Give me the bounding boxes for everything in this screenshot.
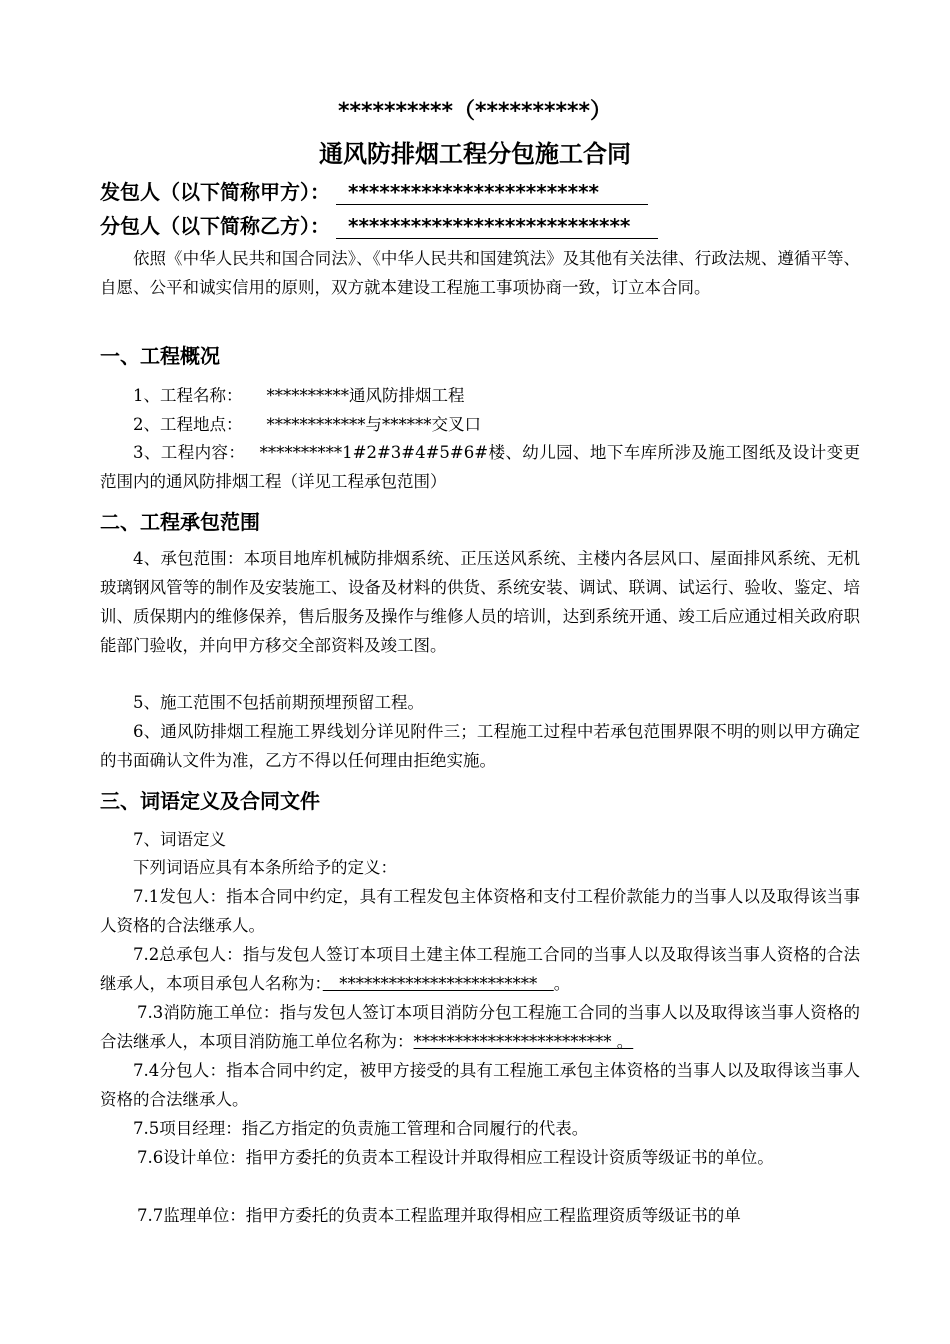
definition-7-4: 7.4分包人：指本合同中约定，被甲方接受的具有工程施工承包主体资格的当事人以及取得该当事人资格的合法继承人。 xyxy=(100,1061,860,1109)
section-2-heading: 二、工程承包范围 xyxy=(100,510,260,534)
definition-7-1: 7.1发包人：指本合同中约定，具有工程发包主体资格和支付工程价款能力的当事人以及取得该当事人资格的合法继承人。 xyxy=(100,887,860,935)
party-a-value: ************************ xyxy=(336,180,648,205)
item-6: 6、通风防排烟工程施工界线划分详见附件三；工程施工过程中若承包范围界限不明的则以甲方确定的书面确认文件为准，乙方不得以任何理由拒绝实施。 xyxy=(100,722,860,770)
party-b-label: 分包人（以下简称乙方）： xyxy=(100,214,330,238)
definition-7-7: 7.7监理单位：指甲方委托的负责本工程监理并取得相应工程监理资质等级证书的单 xyxy=(137,1206,741,1225)
doc-title: 通风防排烟工程分包施工合同 xyxy=(319,140,631,168)
definitions-intro: 下列词语应具有本条所给予的定义： xyxy=(133,858,397,877)
item-2-label: 2、工程地点： xyxy=(133,415,243,434)
item-1-label: 1、工程名称： xyxy=(133,386,243,405)
item-2-value: ************与******交叉口 xyxy=(266,415,481,434)
item-7: 7、词语定义 xyxy=(133,830,226,849)
party-b-value: *************************** xyxy=(336,214,658,239)
section-3-heading: 三、词语定义及合同文件 xyxy=(100,789,320,813)
item-1-value: **********通风防排烟工程 xyxy=(266,386,465,405)
party-b-row xyxy=(100,210,658,239)
item-3: 3、工程内容： **********1#2#3#4#5#6#楼、幼儿园、地下车库所涉及施工图纸及设计变更范围内的通风防排烟工程（详见工程承包范围） xyxy=(100,443,860,491)
party-a-label: 发包人（以下简称甲方）： xyxy=(100,180,330,204)
definition-7-5: 7.5项目经理：指乙方指定的负责施工管理和合同履行的代表。 xyxy=(133,1119,589,1138)
definition-7-6: 7.6设计单位：指甲方委托的负责本工程设计并取得相应工程设计资质等级证书的单位。 xyxy=(137,1148,774,1167)
item-4: 4、承包范围：本项目地库机械防排烟系统、正压送风系统、主楼内各层风口、屋面排风系统、无机玻璃钢风管等的制作及安装施工、设备及材料的供货、系统安装、调试、联调、试运行、验收、鉴定、培训、质保期内的维修保养，售后服务及操作与维修人员的培训，达到系统开通、竣工后应通过相关政府职能部门验收，并向甲方移交全部资料及竣工图。 xyxy=(100,549,860,655)
item-2 xyxy=(100,410,893,439)
party-a-row xyxy=(100,176,648,205)
definition-7-2-end: 。 xyxy=(553,974,571,993)
intro-paragraph: 依照《中华人民共和国合同法》、《中华人民共和国建筑法》及其他有关法律、行政法规、遵循平等、自愿、公平和诚实信用的原则，双方就本建设工程施工事项协商一致，订立本合同。 xyxy=(100,249,860,297)
section-1-heading: 一、工程概况 xyxy=(100,344,220,368)
definition-7-3 xyxy=(100,998,860,1056)
general-contractor-name: ************************ xyxy=(322,974,554,993)
definition-7-2-text: 7.2总承包人：指与发包人签订本项目土建主体工程施工合同的当事人以及取得该当事人资格的合法继承人，本项目承包人名称为： xyxy=(100,945,860,993)
doc-title-line1: **********（**********） xyxy=(337,99,613,124)
fire-contractor-name: ************************ 。 xyxy=(413,1032,634,1051)
definition-7-3-text: 7.3消防施工单位：指与发包人签订本项目消防分包工程施工合同的当事人以及取得该当事人资格的合法继承人，本项目消防施工单位名称为： xyxy=(100,1003,860,1051)
item-1 xyxy=(100,381,893,410)
item-5: 5、施工范围不包括前期预埋预留工程。 xyxy=(133,693,424,712)
definition-7-2 xyxy=(100,940,860,998)
